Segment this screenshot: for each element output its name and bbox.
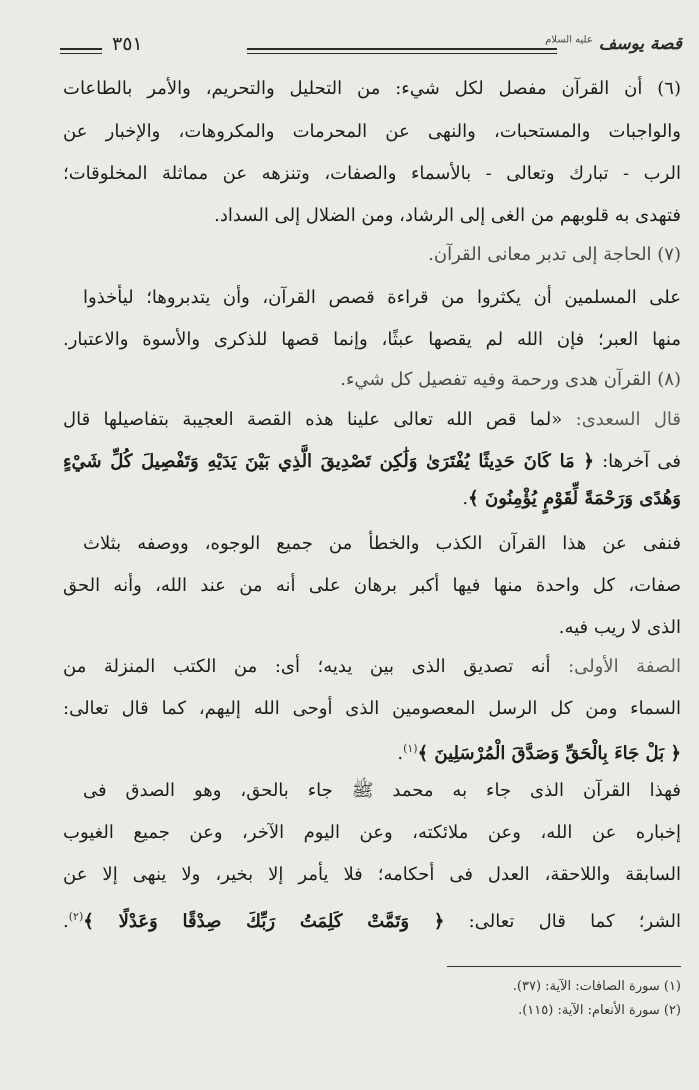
footnote-1 [281, 976, 681, 998]
text-line [83, 281, 681, 315]
line-text: فنفى عن هذا القرآن الكذب والخطأ من جميع الوجوه، ووصفه بثلاث [83, 533, 681, 554]
text-line [63, 900, 681, 934]
line-text: . [462, 488, 469, 509]
line-text: السابقة واللاحقة، العدل فى أحكامه؛ فلا يأمر إلا بخير، ولا ينهى إلا عن [63, 864, 681, 885]
line-text: فتهدى به قلوبهم من الغى إلى الرشاد، ومن الضلال إلى السداد. [214, 205, 681, 226]
line-text: (٧) الحاجة إلى تدبر معانى القرآن. [428, 244, 681, 265]
quran-verse: ﴿ وَتَمَّتْ كَلِمَتُ رَبِّكَ صِدْقًا وَعَدْلًا ﴾ [83, 911, 445, 932]
text-line [63, 238, 681, 272]
speaker-lead: الصفة الأولى: [568, 656, 681, 677]
running-header [60, 28, 682, 68]
line-tail: . [63, 911, 69, 932]
line-text: على المسلمين أن يكثروا من قراءة قصص القرآن، وأن يتدبروها؛ ليأخذوا [83, 287, 681, 308]
text-line [83, 527, 681, 561]
line-text: صفات، كل واحدة منها فيها أكبر برهان على أنه من عند الله، وأنه الحق [63, 575, 681, 596]
page-number: ٣٥١ [112, 33, 143, 55]
header-rule-left-1 [60, 48, 102, 50]
text-line [63, 403, 681, 437]
footnote-marker: (٢) [68, 910, 84, 923]
text-line [63, 858, 681, 892]
text-line [63, 569, 681, 603]
header-rule-left-2 [60, 53, 102, 54]
speaker-lead: قال السعدى: [575, 409, 681, 430]
header-title [545, 34, 682, 54]
quran-verse: وَهُدًى وَرَحْمَةً لِّقَوْمٍ يُؤْمِنُونَ ﴾ [468, 488, 681, 509]
header-honorific: عليه السلام [545, 34, 593, 46]
footnote-1-text: سورة الصافات: الآية: (٣٧). [512, 979, 660, 994]
text-line [63, 650, 681, 684]
text-line [63, 72, 681, 106]
line-text: (٦) أن القرآن مفصل لكل شيء: من التحليل والتحريم، والأمر بالطاعات [63, 78, 681, 99]
text-line [63, 363, 681, 397]
line-text: والواجبات والمستحبات، والنهى عن المحرمات والمكروهات، والإخبار عن [63, 121, 681, 142]
line-text: الرب - تبارك وتعالى - بالأسماء والصفات، وتنزهه عن مماثلة المخلوقات؛ [63, 163, 681, 184]
text-line [63, 482, 681, 516]
footnote-1-number: (١) [663, 979, 681, 994]
text-line [63, 115, 681, 149]
line-text: الذى لا ريب فيه. [558, 617, 681, 638]
line-text: «لما قص الله تعالى علينا هذه القصة العجيبة بتفاصيلها قال [63, 409, 576, 430]
footnote-2-number: (٢) [663, 1003, 681, 1018]
text-line [63, 816, 681, 850]
line-text: . [397, 743, 404, 764]
line-text: منها العبر؛ فإن الله لم يقصها عبثًا، وإنما قصها للذكرى والأسوة والاعتبار. [63, 329, 681, 350]
text-line [63, 692, 681, 726]
text-line [63, 611, 681, 645]
line-text: الشر؛ كما قال تعالى: [444, 911, 681, 932]
quran-verse: ﴿ مَا كَانَ حَدِيثًا يُفْتَرَىٰ وَلَٰكِن تَصْدِيقَ الَّذِي بَيْنَ يَدَيْهِ وَتَفْصِيلَ كُلِّ شَيْءٍ [63, 451, 594, 472]
header-rule-right-2 [247, 53, 557, 54]
line-text: فهذا القرآن الذى جاء به محمد ﷺ جاء بالحق، وهو الصدق فى [83, 780, 681, 801]
text-line [63, 732, 681, 766]
line-text: السماء ومن كل الرسل المعصومين الذى أوحى الله إليهم، كما قال تعالى: [63, 698, 681, 719]
text-line [63, 157, 681, 191]
text-line [63, 199, 681, 233]
footnote-divider [447, 966, 681, 967]
text-line [83, 774, 681, 808]
line-text: إخباره عن الله، وعن ملائكته، وعن اليوم الآخر، وعن جميع الغيوب [63, 822, 681, 843]
line-text: فى آخرها: [593, 451, 681, 472]
line-text: (٨) القرآن هدى ورحمة وفيه تفصيل كل شيء. [340, 369, 681, 390]
footnote-2 [281, 1000, 681, 1022]
footnote-2-text: سورة الأنعام: الآية: (١١٥). [518, 1003, 660, 1018]
quran-verse: ﴿ بَلْ جَاءَ بِالْحَقِّ وَصَدَّقَ الْمُرْسَلِينَ ﴾ [417, 743, 681, 764]
header-title-text: قصة يوسف [598, 34, 682, 54]
text-line [63, 445, 681, 479]
header-rule-right-1 [247, 48, 557, 50]
line-text: أنه تصديق الذى بين يديه؛ أى: من الكتب المنزلة من [63, 656, 569, 677]
text-line [63, 323, 681, 357]
footnote-marker: (١) [403, 742, 418, 755]
